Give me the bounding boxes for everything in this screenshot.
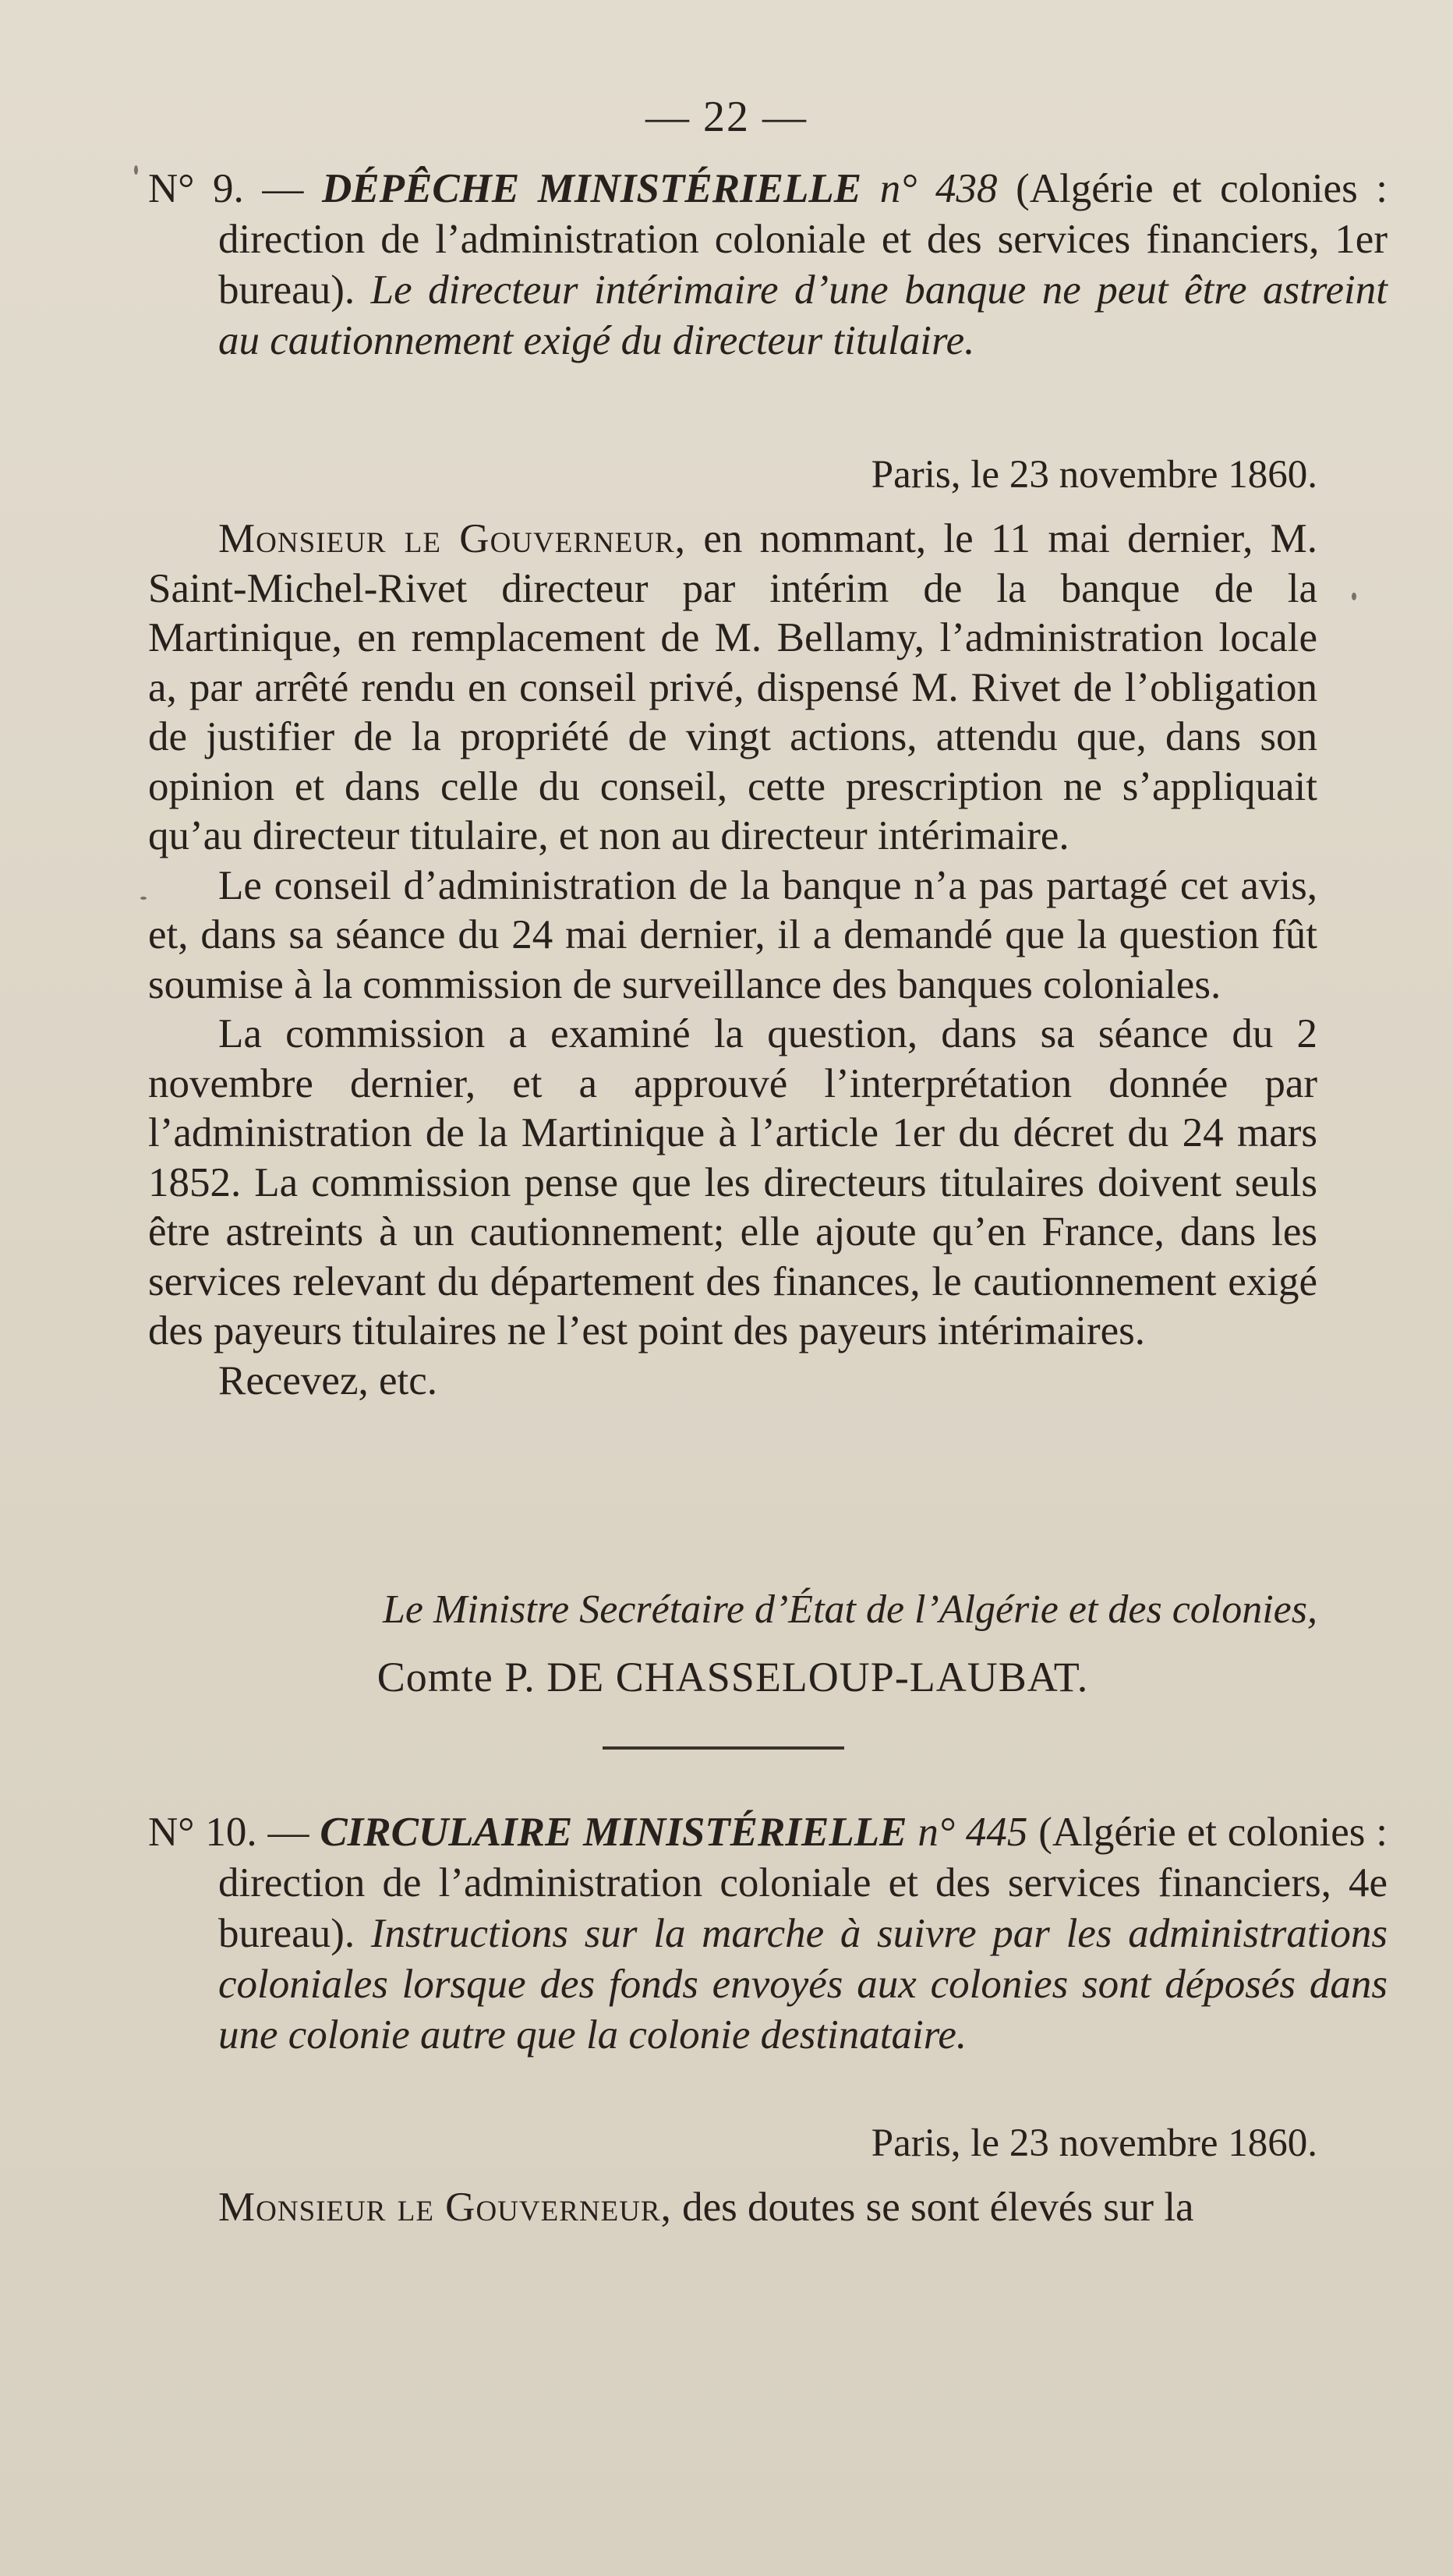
paper-speck (140, 897, 147, 900)
entry-9-date: Paris, le 23 novembre 1860. (871, 453, 1317, 497)
paragraph-text: des doutes se sont élevés sur la (682, 2185, 1194, 2230)
paragraph-text: en nommant, le 11 mai dernier, M. Saint-Michel-Rivet directeur par intérim de la banque de la Martinique, en remplacement de M. Bellamy, l’administration locale a, par arrêté rendu en conseil privé, dispensé M. Rivet de l’obligation de justifier de la propriété de vingt actions, attendu que, dans son opinion et dans celle du conseil, cette prescription ne s’appliquait qu’au directeur titulaire, et non au directeur intérimaire. (148, 516, 1318, 858)
paper-speck (134, 165, 138, 175)
entry-10-heading (148, 1807, 1388, 2061)
entry-summary: Le directeur intérimaire d’une banque ne peut être astreint au cautionnement exigé du directeur titulaire. (218, 267, 1388, 363)
paper-speck (1352, 593, 1356, 600)
salutation: Monsieur le Gouverneur, (218, 2185, 672, 2230)
entry-9-body (148, 515, 1317, 1406)
entry-title: CIRCULAIRE MINISTÉRIELLE (320, 1810, 907, 1855)
entry-summary: Instructions sur la marche à suivre par les administrations coloniales lorsque des fonds envoyés aux colonies sont déposés dans une colonie autre que la colonie destinataire. (218, 1911, 1388, 2058)
entry-department: (Algérie et colonies : direction de l’administration coloniale et des services financiers, 1er bureau). (218, 166, 1388, 313)
salutation: Monsieur le Gouverneur, (218, 516, 686, 561)
entry-title: DÉPÊCHE MINISTÉRIELLE (321, 166, 862, 211)
entry-department: (Algérie et colonies : direction de l’administration coloniale et des services financiers, 4e bureau). (218, 1810, 1388, 1956)
signature-name: Comte P. DE CHASSELOUP-LAUBAT. (377, 1654, 1089, 1700)
entry-9-heading (148, 164, 1388, 366)
entry-10-body (148, 2183, 1317, 2233)
entry-reference: n° 445 (917, 1810, 1028, 1855)
entry-number: N° 10. — (148, 1810, 309, 1855)
entry-reference: n° 438 (879, 166, 998, 211)
paragraph (148, 2183, 1317, 2233)
paragraph: Recevez, etc. (218, 1357, 437, 1403)
paragraph (148, 515, 1317, 862)
section-divider (603, 1746, 844, 1750)
paragraph: Le conseil d’administration de la banque n’a pas partagé cet avis, et, dans sa séance du 24 mai dernier, il a demandé que la question fût soumise à la commission de surveillance des banques coloniales. (148, 862, 1317, 1007)
page-number: — 22 — (645, 93, 808, 141)
entry-10-date: Paris, le 23 novembre 1860. (871, 2121, 1317, 2165)
signature-title: Le Ministre Secrétaire d’État de l’Algérie et des colonies, (382, 1587, 1317, 1632)
paragraph: La commission a examiné la question, dans sa séance du 2 novembre dernier, et a approuvé l’interprétation donnée par l’administration de la Martinique à l’article 1er du décret du 24 mars 1852. La commission pense que les directeurs titulaires doivent seuls être astreints à un cautionnement; elle ajoute qu’en France, dans les services relevant du département des finances, le cautionnement exigé des payeurs titulaires ne l’est point des payeurs intérimaires. (148, 1011, 1317, 1353)
entry-number: N° 9. — (148, 166, 304, 211)
